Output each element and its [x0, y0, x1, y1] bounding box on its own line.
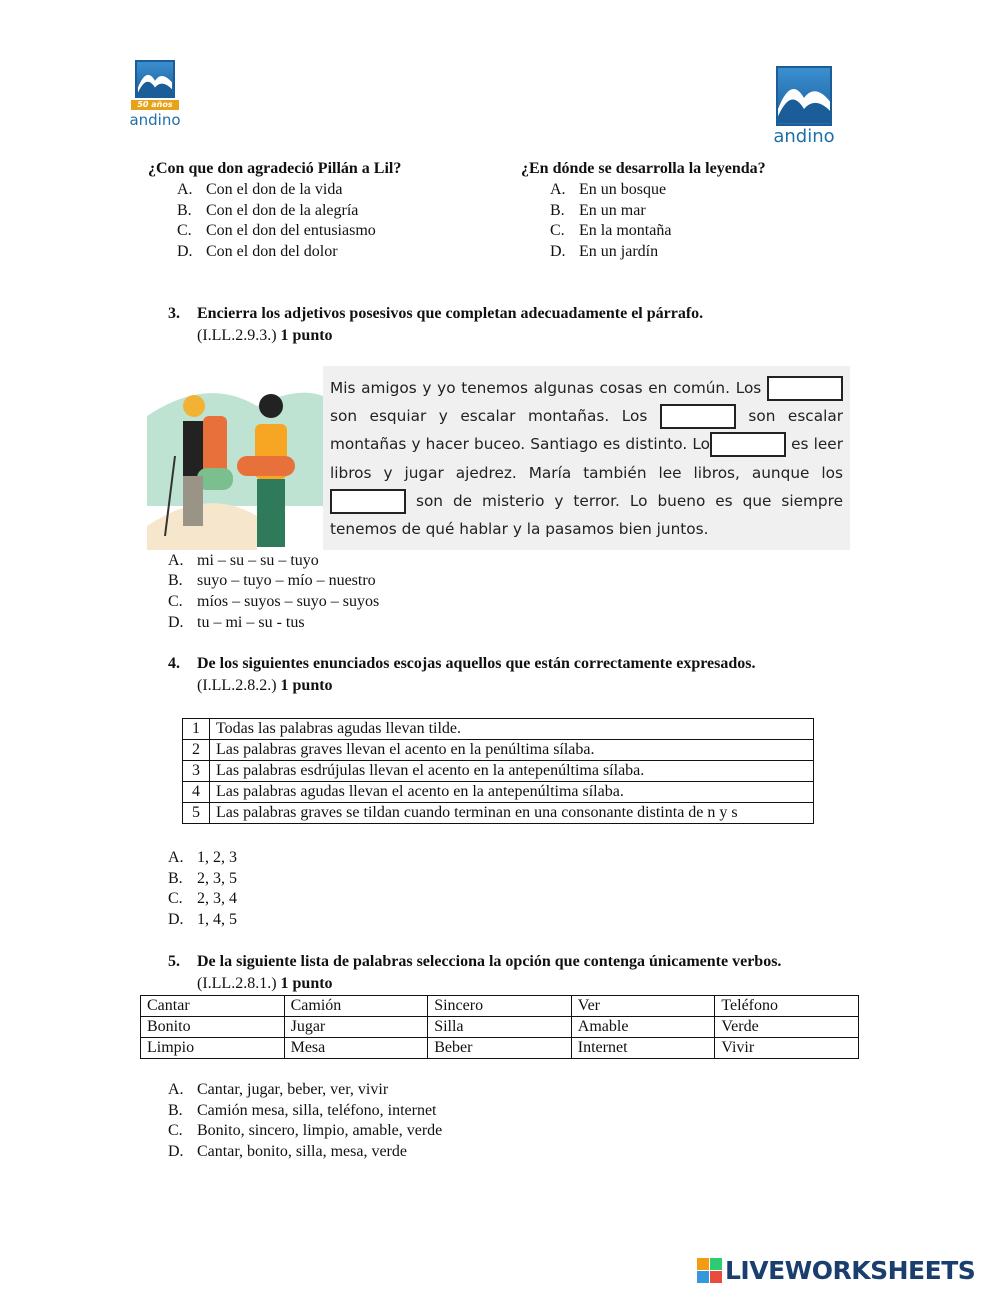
table-row: Bonito Jugar Silla Amable Verde	[141, 1017, 859, 1038]
logo-wordmark: andino	[773, 126, 835, 147]
table-row: 4 Las palabras agudas llevan el acento en la antepenúltima sílaba.	[183, 782, 814, 803]
q3-meta: (I.LL.2.9.3.) 1 punto	[197, 327, 333, 344]
liveworksheets-icon	[697, 1258, 722, 1283]
q5-title: De la siguiente lista de palabras selecciona la opción que contenga únicamente verbos.	[197, 953, 782, 970]
q3-option-a[interactable]: A. mi – su – su – tuyo	[168, 552, 319, 569]
q5-option-d[interactable]: D. Cantar, bonito, silla, mesa, verde	[168, 1143, 407, 1160]
q3-option-b[interactable]: B. suyo – tuyo – mío – nuestro	[168, 572, 376, 589]
q5-option-a[interactable]: A. Cantar, jugar, beber, ver, vivir	[168, 1081, 389, 1098]
q1-option-b[interactable]: B. Con el don de la alegría	[177, 202, 359, 219]
mountain-icon	[135, 60, 175, 98]
q3-title: Encierra los adjetivos posesivos que completan adecuadamente el párrafo.	[197, 305, 704, 322]
table-row: Cantar Camión Sincero Ver Teléfono	[141, 996, 859, 1017]
q4-option-a[interactable]: A. 1, 2, 3	[168, 849, 237, 866]
q1-option-d[interactable]: D. Con el don del dolor	[177, 243, 338, 260]
blank-1[interactable]	[767, 376, 843, 401]
q3-option-d[interactable]: D. tu – mi – su - tus	[168, 614, 305, 631]
table-row: Limpio Mesa Beber Internet Vivir	[141, 1038, 859, 1059]
q3-number: 3.	[168, 305, 180, 322]
mountain-icon	[776, 66, 832, 126]
q5-option-c[interactable]: C. Bonito, sincero, limpio, amable, verde	[168, 1122, 443, 1139]
liveworksheets-logo	[697, 1256, 975, 1285]
table-row: 5 Las palabras graves se tildan cuando terminan en una consonante distinta de n y s	[183, 803, 814, 824]
q3-paragraph: Mis amigos y yo tenemos algunas cosas en común. Los son esquiar y escalar montañas. Los son escalar montañas y hacer buceo. Santiago es distinto. Lo es leer libros y jugar ajedrez. María también lee libros, aunque los son de misterio y terror. Lo bueno es que siempre tenemos de qué hablar y la pasamos bien juntos.	[330, 374, 843, 543]
logo-wordmark: andino	[129, 111, 181, 129]
table-row: 2 Las palabras graves llevan el acento en la penúltima sílaba.	[183, 740, 814, 761]
school-logo-left	[105, 60, 205, 128]
q2-option-c[interactable]: C. En la montaña	[550, 222, 672, 239]
q3-reading-panel	[147, 366, 850, 550]
q4-number: 4.	[168, 655, 180, 672]
table-row: 3 Las palabras esdrújulas llevan el acento en la antepenúltima sílaba.	[183, 761, 814, 782]
brand-text: LIVEWORKSHEETS	[725, 1256, 976, 1285]
q5-words-table	[140, 995, 859, 1059]
blank-2[interactable]	[660, 404, 736, 429]
q4-meta: (I.LL.2.8.2.) 1 punto	[197, 677, 333, 694]
q2-option-b[interactable]: B. En un mar	[550, 202, 646, 219]
blank-4[interactable]	[330, 489, 406, 514]
q4-statements-table	[182, 718, 814, 824]
q5-meta: (I.LL.2.8.1.) 1 punto	[197, 975, 333, 992]
q3-option-c[interactable]: C. míos – suyos – suyo – suyos	[168, 593, 380, 610]
school-logo-right	[752, 58, 856, 146]
anniversary-badge: 50 años	[131, 100, 179, 110]
q1-option-a[interactable]: A. Con el don de la vida	[177, 181, 343, 198]
q5-option-b[interactable]: B. Camión mesa, silla, teléfono, internet	[168, 1102, 437, 1119]
q1-option-c[interactable]: C. Con el don del entusiasmo	[177, 222, 376, 239]
hikers-illustration	[147, 366, 323, 550]
table-row: 1 Todas las palabras agudas llevan tilde.	[183, 719, 814, 740]
q5-number: 5.	[168, 953, 180, 970]
q4-option-d[interactable]: D. 1, 4, 5	[168, 911, 237, 928]
q4-title: De los siguientes enunciados escojas aquellos que están correctamente expresados.	[197, 655, 756, 672]
blank-3[interactable]	[710, 432, 786, 457]
q2-option-a[interactable]: A. En un bosque	[550, 181, 667, 198]
q2-title: ¿En dónde se desarrolla la leyenda?	[521, 160, 766, 177]
q2-option-d[interactable]: D. En un jardín	[550, 243, 659, 260]
q1-title: ¿Con que don agradeció Pillán a Lil?	[148, 160, 402, 177]
q4-option-b[interactable]: B. 2, 3, 5	[168, 870, 237, 887]
q4-option-c[interactable]: C. 2, 3, 4	[168, 890, 237, 907]
